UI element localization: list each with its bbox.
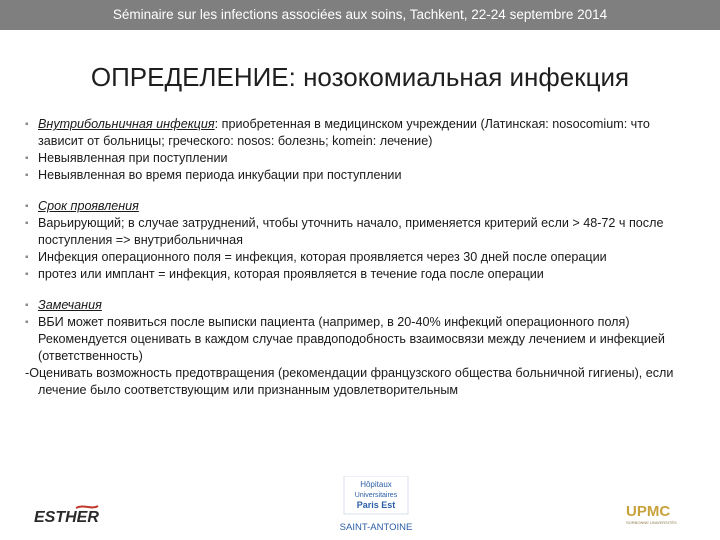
esther-logo-text: ESTHER (34, 509, 99, 526)
section-heading: Замечания (38, 298, 102, 312)
list-item (25, 116, 697, 150)
section-heading: Срок проявления (38, 199, 139, 213)
list-item-text: -Оценивать возможность предотвращения (рекомендации французского общества больничной гигиены), если лечение было соответствующим или признанным удовлетворительным (25, 366, 674, 397)
list-item (25, 331, 697, 365)
bullet-icon: ▪ (25, 300, 29, 311)
definition-text: : приобретенная в медицинском учреждении (Латинская: nosocomium: что зависит от больницы; греческого: nosos: болезнь; komein: лечение) (38, 117, 650, 148)
slide-content (25, 116, 697, 399)
bullet-icon: ▪ (25, 119, 29, 130)
list-item (25, 198, 697, 215)
list-item (25, 249, 697, 266)
bullet-icon: ▪ (25, 252, 29, 263)
seminar-header-text: Séminaire sur les infections associées aux soins, Tachkent, 22-24 septembre 2014 (112, 7, 608, 22)
list-item (25, 297, 697, 314)
definition-term: Внутрибольничная инфекция (38, 117, 215, 131)
list-item-text: Инфекция операционного поля = инфекция, которая проявляется через 30 дней после операции (38, 250, 607, 264)
upmc-logo (624, 498, 694, 530)
bullet-icon: ▪ (25, 269, 29, 280)
list-item-text: Невыявленная во время периода инкубации при поступлении (38, 168, 402, 182)
bullet-icon: ▪ (25, 317, 29, 328)
bullet-icon: ▪ (25, 170, 29, 181)
list-item-text: ВБИ может появиться после выписки пациента (например, в 20-40% инфекций операционного поля) (38, 315, 630, 329)
upmc-logo-text: UPMC (626, 503, 671, 520)
list-item (25, 314, 697, 331)
saint-antoine-text: SAINT-ANTOINE (339, 522, 413, 533)
hopitaux-line3: Paris Est (356, 500, 396, 510)
list-item-text: Рекомендуется оценивать в каждом случае правдоподобность взаимосвязи между лечением и инфекцией (ответственность) (38, 332, 665, 363)
bullet-icon: ▪ (25, 218, 29, 229)
esther-logo (32, 500, 102, 530)
list-item (25, 266, 697, 283)
hopitaux-logo (330, 476, 422, 536)
upmc-subtitle: SORBONNE UNIVERSITÉS (626, 520, 677, 525)
list-item (25, 365, 697, 399)
header-bar (0, 0, 720, 30)
list-item (25, 167, 697, 184)
list-item-text: Варьирующий; в случае затруднений, чтобы уточнить начало, применяется критерий если > 48-72 ч после поступления => внутрибольничная (38, 216, 664, 247)
slide-title: ОПРЕДЕЛЕНИЕ: нозокомиальная инфекция (90, 62, 630, 92)
list-item-text: Невыявленная при поступлении (38, 151, 228, 165)
list-item (25, 150, 697, 167)
logo-strip (0, 474, 720, 540)
bullet-icon: ▪ (25, 153, 29, 164)
hopitaux-line1: Hôpitaux (360, 480, 392, 489)
bullet-icon: ▪ (25, 201, 29, 212)
hopitaux-line2: Universitaires (354, 492, 398, 499)
list-item-text: протез или имплант = инфекция, которая проявляется в течение года после операции (38, 267, 544, 281)
list-item (25, 215, 697, 249)
